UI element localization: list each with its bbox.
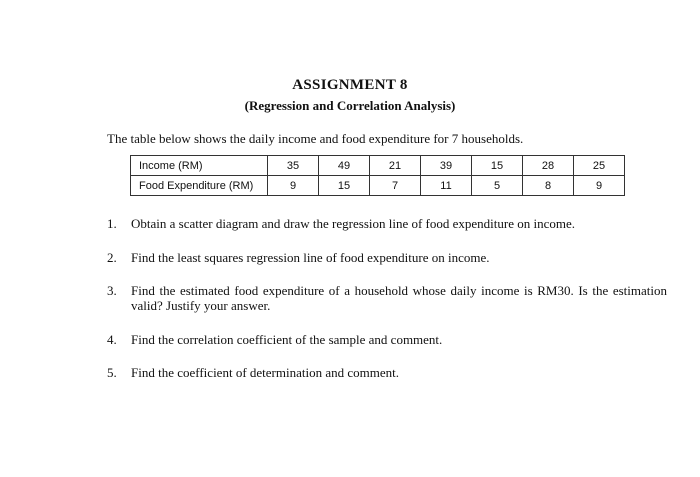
question-text: Find the coefficient of determination and comment.: [131, 365, 399, 380]
table-cell: 15: [319, 176, 370, 196]
assignment-subtitle: (Regression and Correlation Analysis): [244, 98, 456, 113]
question-number: 2.: [107, 250, 117, 265]
table-cell: 5: [472, 176, 523, 196]
question-text: Obtain a scatter diagram and draw the regression line of food expenditure on income.: [131, 216, 576, 231]
data-table: [130, 155, 625, 196]
question-1: [107, 216, 667, 231]
intro-text: The table below shows the daily income and food expenditure for 7 households.: [107, 131, 524, 146]
row-header: Food Expenditure (RM): [131, 176, 268, 196]
table-row-food-expenditure: [131, 176, 625, 196]
question-4: [107, 332, 667, 347]
question-number: 4.: [107, 332, 117, 347]
question-text: Find the correlation coefficient of the sample and comment.: [131, 332, 443, 347]
table-cell: 25: [574, 156, 625, 176]
question-3: [107, 283, 667, 313]
table-cell: 35: [268, 156, 319, 176]
table-cell: 28: [523, 156, 574, 176]
question-5: [107, 365, 667, 380]
table-cell: 21: [370, 156, 421, 176]
question-number: 1.: [107, 216, 117, 231]
question-text: Find the estimated food expenditure of a household whose daily income is RM30. Is the estimation valid? Justify your answer.: [131, 283, 667, 313]
question-number: 3.: [107, 283, 117, 298]
table-cell: 8: [523, 176, 574, 196]
question-text: Find the least squares regression line of food expenditure on income.: [131, 250, 490, 265]
row-header: Income (RM): [131, 156, 268, 176]
table-cell: 39: [421, 156, 472, 176]
table-cell: 15: [472, 156, 523, 176]
table-cell: 9: [574, 176, 625, 196]
question-number: 5.: [107, 365, 117, 380]
assignment-title: ASSIGNMENT 8: [292, 77, 408, 93]
table-cell: 7: [370, 176, 421, 196]
table-cell: 49: [319, 156, 370, 176]
table-row-income: [131, 156, 625, 176]
table-cell: 11: [421, 176, 472, 196]
table-cell: 9: [268, 176, 319, 196]
question-2: [107, 250, 667, 265]
